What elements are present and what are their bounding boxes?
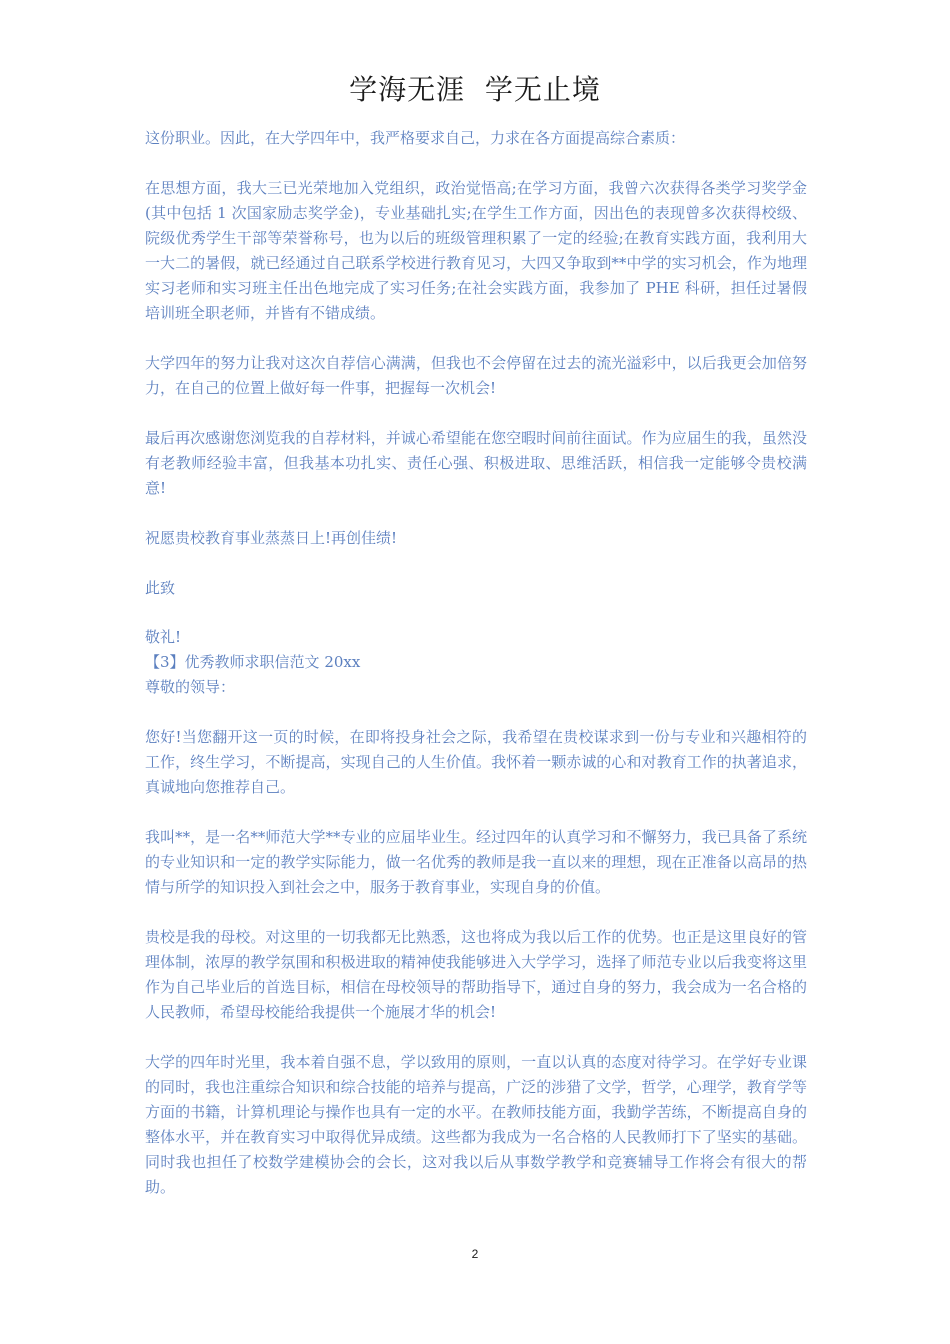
closing-regards: 敬礼! [145, 628, 182, 646]
paragraph-wishes: 祝愿贵校教育事业蒸蒸日上!再创佳绩! [145, 529, 398, 547]
letter-greeting: 尊敬的领导： [145, 678, 236, 696]
page-header-title: 学海无涯 学无止境 [349, 73, 601, 106]
closing-salutation: 此致 [145, 579, 176, 597]
paragraph-intro: 这份职业。因此，在大学四年中，我严格要求自己，力求在各方面提高综合素质： [145, 129, 686, 147]
paragraph-self-intro: 我叫**，是一名**师范大学**专业的应届毕业生。经过四年的认真学习和不懈努力，我已具备了系统的专业知识和一定的教学实际能力，做一名优秀的教师是我一直以来的理想，现在正准备以高昂的热情与所学的知识投入到社会之中，服务于教育事业，实现自身的价值。 [145, 828, 807, 896]
section-heading: 【3】优秀教师求职信范文 20xx [145, 653, 361, 671]
paragraph-confidence: 大学四年的努力让我对这次自荐信心满满，但我也不会停留在过去的流光溢彩中，以后我更会加倍努力，在自己的位置上做好每一件事，把握每一次机会! [145, 354, 807, 397]
paragraph-opening: 您好!当您翻开这一页的时候，在即将投身社会之际，我希望在贵校谋求到一份与专业和兴趣相符的工作，终生学习，不断提高，实现自己的人生价值。我怀着一颗赤诚的心和对教育工作的执著追求，真诚地向您推荐自己。 [145, 728, 807, 796]
page-number: 2 [471, 1247, 479, 1261]
paragraph-alma-mater: 贵校是我的母校。对这里的一切我都无比熟悉，这也将成为我以后工作的优势。也正是这里良好的管理体制，浓厚的教学氛围和积极进取的精神使我能够进入大学学习，选择了师范专业以后我变将这里作为自己毕业后的首选目标，相信在母校领导的帮助指导下，通过自身的努力，我会成为一名合格的人民教师，希望母校能给我提供一个施展才华的机会! [145, 928, 807, 1021]
paragraph-study: 大学的四年时光里，我本着自强不息，学以致用的原则，一直以认真的态度对待学习。在学好专业课的同时，我也注重综合知识和综合技能的培养与提高，广泛的涉猎了文学，哲学，心理学，教育学等方面的书籍，计算机理论与操作也具有一定的水平。在教师技能方面，我勤学苦练，不断提高自身的整体水平，并在教育实习中取得优异成绩。这些都为我成为一名合格的人民教师打下了坚实的基础。同时我也担任了校数学建模协会的会长，这对我以后从事数学教学和竞赛辅导工作将会有很大的帮助。 [145, 1053, 807, 1196]
document-body [145, 126, 807, 1200]
paragraph-achievements: 在思想方面，我大三已光荣地加入党组织，政治觉悟高;在学习方面，我曾六次获得各类学习奖学金(其中包括 1 次国家励志奖学金)，专业基础扎实;在学生工作方面，因出色的表现曾多次获得校级、院级优秀学生干部等荣誉称号，也为以后的班级管理积累了一定的经验;在教育实践方面，我利用大一大二的暑假，就已经通过自己联系学校进行教育见习，大四又争取到**中学的实习机会，作为地理实习老师和实习班主任出色地完成了实习任务;在社会实践方面，我参加了 PHE 科研，担任过暑假培训班全职老师，并皆有不错成绩。 [145, 179, 807, 322]
paragraph-thanks: 最后再次感谢您浏览我的自荐材料，并诚心希望能在您空暇时间前往面试。作为应届生的我，虽然没有老教师经验丰富，但我基本功扎实、责任心强、积极进取、思维活跃，相信我一定能够令贵校满意! [145, 429, 807, 497]
